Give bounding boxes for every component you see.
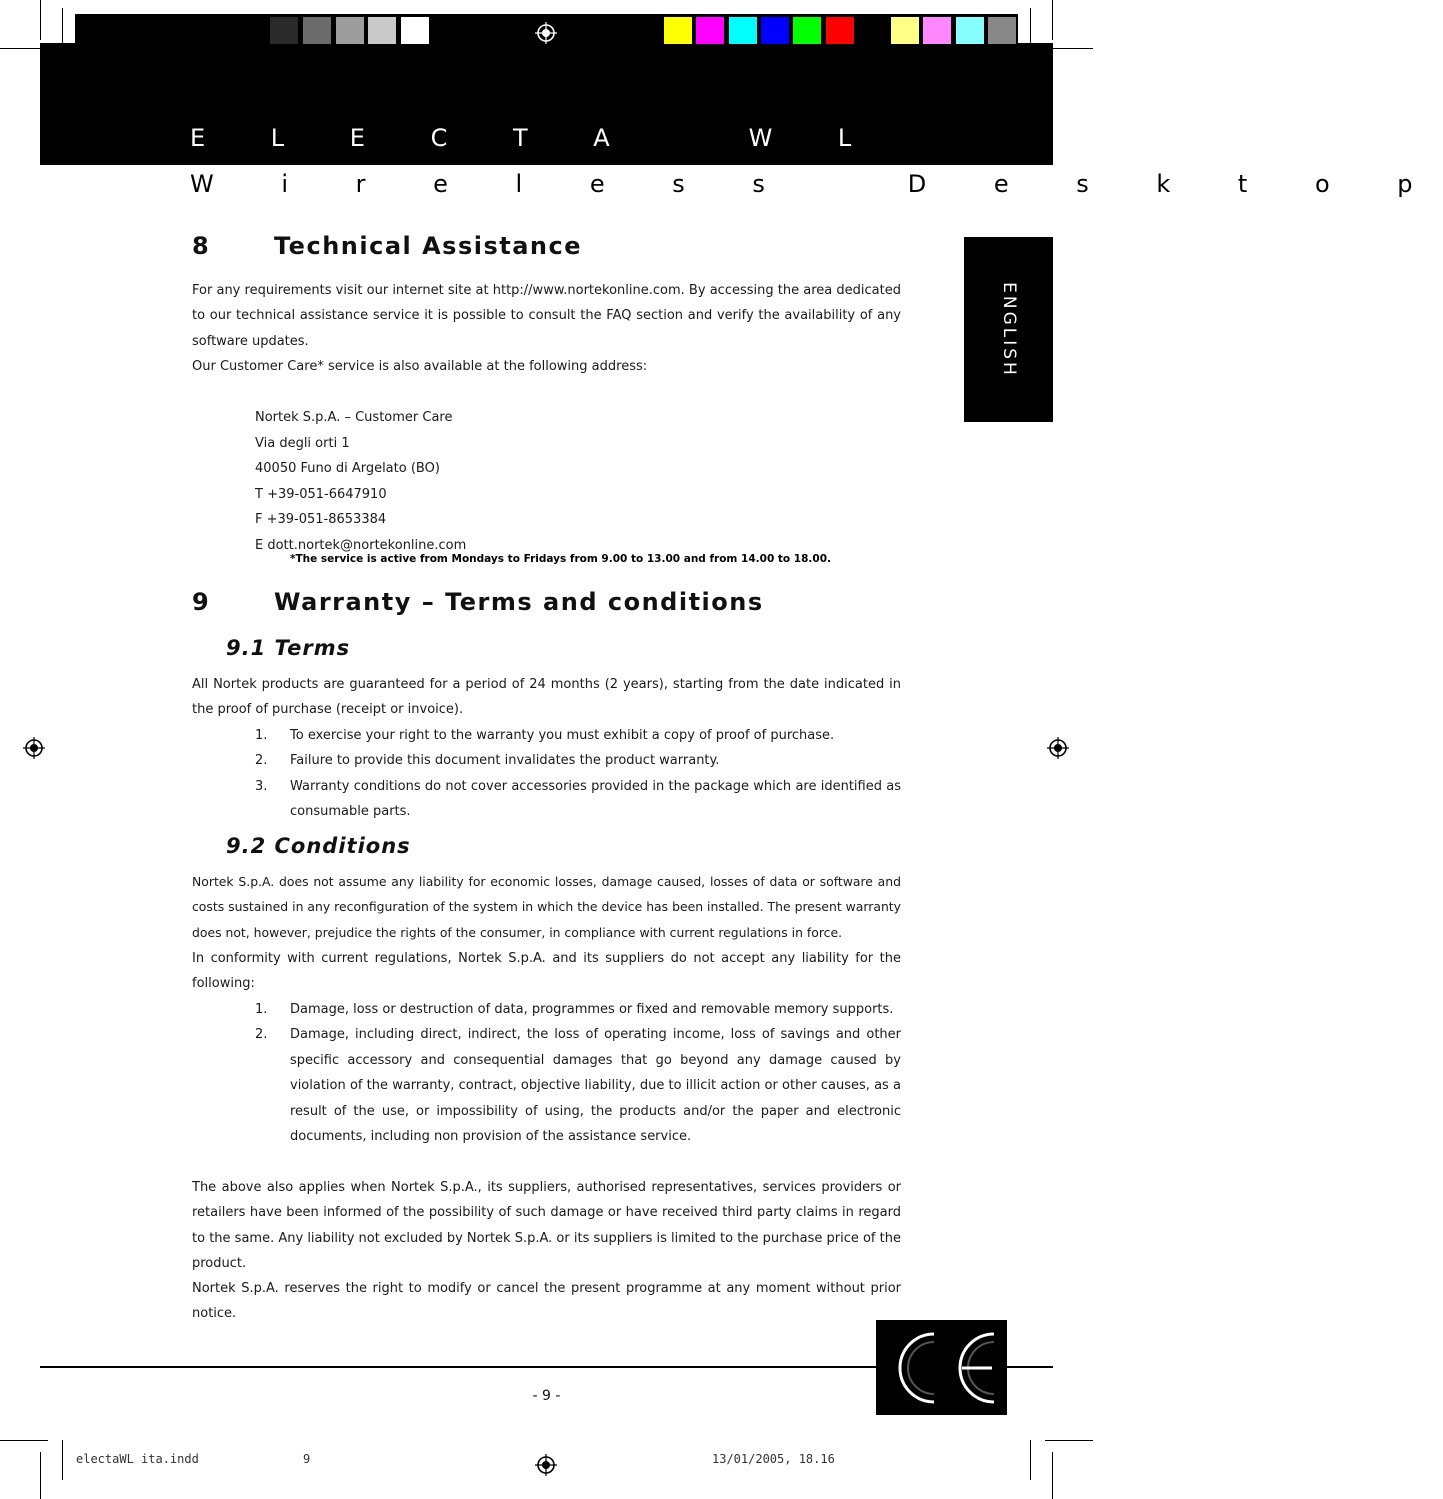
registration-mark-icon	[535, 22, 557, 44]
section-8-paragraph: For any requirements visit our internet site at http://www.nortekonline.com. By accessing the area dedicated to our technical assistance service it is possible to consult the FAQ section and verify the availability of any software updates.	[192, 283, 901, 349]
conditions-paragraph: The above also applies when Nortek S.p.A., its suppliers, authorised representatives, services providers or retailers have been informed of the possibility of such damage or have received third party claims in regard to the same. Any liability not excluded by Nortek S.p.A. or its suppliers is limited to the purchase price of the product.	[192, 1180, 901, 1272]
conditions-paragraph: In conformity with current regulations, Nortek S.p.A. and its suppliers do not accept any liability for the following:	[192, 951, 901, 992]
color-swatch	[988, 17, 1016, 44]
crop-mark	[1052, 0, 1053, 40]
slug-page: 9	[303, 1452, 311, 1466]
address-line: Nortek S.p.A. – Customer Care	[255, 410, 453, 425]
customer-care-address	[255, 405, 466, 558]
slug-filename: electaWL ita.indd	[76, 1452, 199, 1466]
conditions-paragraph: Nortek S.p.A. does not assume any liability for economic losses, damage caused, losses of data or software and costs sustained in any reconfiguration of the system in which the device has been installed. The present warranty does not, however, prejudice the rights of the consumer, in compliance with current regulations in force.	[192, 874, 901, 940]
page-number: - 9 -	[532, 1388, 561, 1404]
address-line: F +39-051-8653384	[255, 512, 387, 527]
brand-subtitle: W i r e l e s s D e s k t o p	[190, 170, 1443, 198]
color-swatch	[761, 17, 789, 44]
registration-mark-icon	[535, 1454, 557, 1476]
color-swatch	[336, 17, 364, 44]
list-item: 1. To exercise your right to the warranty you must exhibit a copy of proof of purchase.	[255, 728, 835, 743]
terms-paragraph: All Nortek products are guaranteed for a period of 24 months (2 years), starting from the date indicated in the proof of purchase (receipt or invoice).	[192, 677, 901, 718]
list-item: 1. Damage, loss or destruction of data, programmes or fixed and removable memory supports.	[255, 1002, 894, 1017]
color-swatch	[956, 17, 984, 44]
color-swatch	[368, 17, 396, 44]
address-line: Via degli orti 1	[255, 435, 350, 451]
conditions-list	[255, 997, 901, 1149]
list-item: 2. Failure to provide this document invalidates the product warranty.	[255, 753, 720, 769]
terms-heading: 9.1 Terms	[226, 636, 351, 660]
color-swatch	[923, 17, 951, 44]
color-swatch	[826, 17, 854, 44]
brand-title: E L E C T A W L	[190, 124, 881, 152]
section-8-heading: 8 Technical Assistance	[192, 232, 583, 260]
color-swatch	[891, 17, 919, 44]
registration-mark-icon	[23, 737, 45, 759]
language-label: ENGLISH	[998, 281, 1019, 378]
section-9-heading: 9 Warranty – Terms and conditions	[192, 588, 764, 616]
terms-list	[255, 723, 901, 825]
crop-mark	[40, 0, 41, 40]
language-tab	[964, 237, 1053, 422]
section-8-paragraph: Our Customer Care* service is also available at the following address:	[192, 359, 648, 374]
color-swatch	[303, 17, 331, 44]
color-swatch	[793, 17, 821, 44]
list-item: 3. Warranty conditions do not cover accessories provided in the package which are identified as consumable parts.	[255, 778, 901, 820]
address-line: T +39-051-6647910	[255, 486, 387, 502]
color-swatch	[729, 17, 757, 44]
crop-mark	[62, 8, 63, 48]
list-item: 2. Damage, including direct, indirect, the loss of operating income, loss of savings and other specific accessory and consequential damages that go beyond any damage caused by violation of the warranty, contract, objective liability, due to illicit action or other causes, as a result of the use, or impossibility of using, the products and/or the paper and electronic documents, including non provision of the assistance service.	[255, 1027, 901, 1145]
color-swatch	[270, 17, 298, 44]
registration-mark-icon	[1047, 737, 1069, 759]
service-hours-note: *The service is active from Mondays to Fridays from 9.00 to 13.00 and from 14.00 to 18.00.	[290, 553, 831, 565]
crop-mark	[1045, 1440, 1093, 1441]
color-swatch	[696, 17, 724, 44]
crop-mark	[62, 1440, 63, 1480]
crop-mark	[0, 1440, 48, 1441]
address-email: E dott.nortek@nortekonline.com	[255, 537, 467, 553]
slug-timestamp: 13/01/2005, 18.16	[712, 1452, 835, 1466]
conditions-heading: 9.2 Conditions	[226, 834, 411, 858]
conditions-paragraph: Nortek S.p.A. reserves the right to modify or cancel the present programme at any moment without prior notice.	[192, 1281, 901, 1322]
crop-mark	[1052, 1452, 1053, 1499]
address-line: 40050 Funo di Argelato (BO)	[255, 461, 440, 476]
color-swatch	[664, 17, 692, 44]
color-swatch	[401, 17, 429, 44]
crop-mark	[1030, 8, 1031, 48]
crop-mark	[1030, 1440, 1031, 1480]
crop-mark	[40, 1452, 41, 1499]
